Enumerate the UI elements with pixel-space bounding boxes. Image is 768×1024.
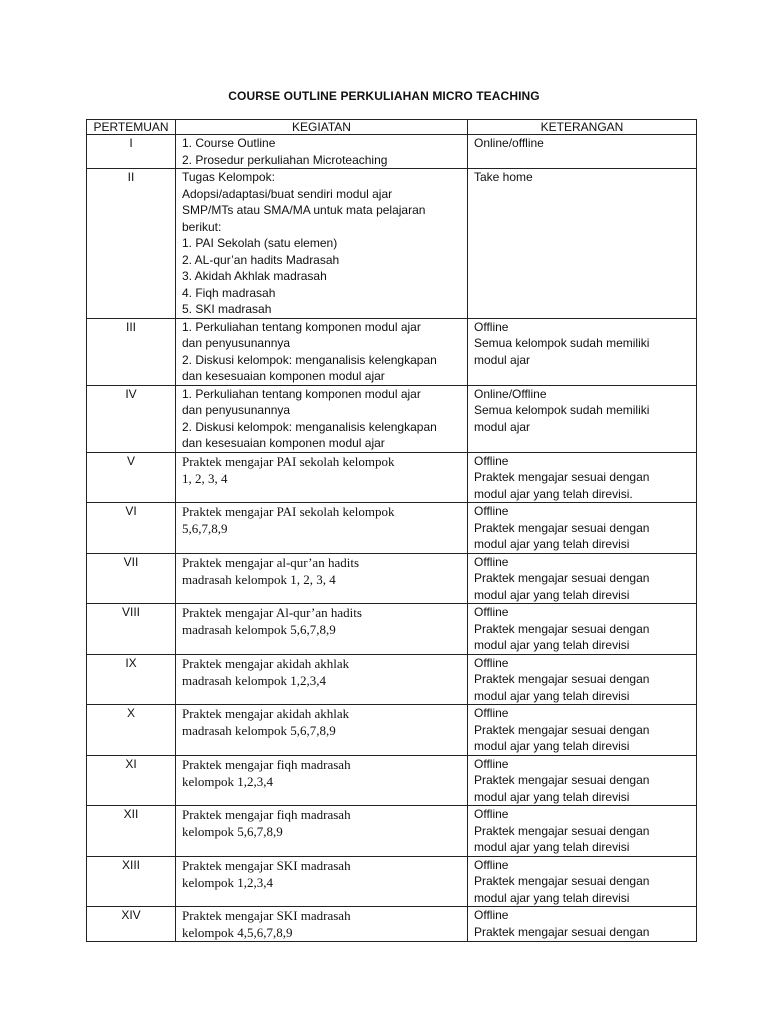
notes-cell — [468, 907, 697, 942]
notes-line: modul ajar yang telah direvisi — [474, 587, 630, 602]
activity-line: 1. PAI Sekolah (satu elemen) — [182, 236, 338, 250]
activity-line: kelompok 1,2,3,4 — [182, 874, 273, 890]
activity-line: 2. Diskusi kelompok: menganalisis kelengkapan — [182, 419, 437, 434]
activity-line: Praktek mengajar fiqh madrasah — [182, 756, 351, 772]
table-row — [87, 907, 697, 942]
activity-line: Praktek mengajar Al-qur’an hadits — [182, 605, 362, 620]
activity-line: 1. Perkuliahan tentang komponen modul ajar — [182, 386, 421, 401]
notes-line: Offline — [474, 706, 509, 720]
meeting-number: III — [87, 318, 176, 385]
notes-line: Praktek mengajar sesuai dengan — [474, 571, 650, 585]
meeting-number: V — [87, 452, 176, 503]
notes-line: Offline — [474, 504, 509, 518]
header-kegiatan: KEGIATAN — [176, 120, 468, 135]
notes-line: Offline — [474, 554, 509, 569]
notes-line: Offline — [474, 605, 509, 619]
table-row — [87, 705, 697, 756]
activity-line: 3. Akidah Akhlak madrasah — [182, 269, 327, 283]
meeting-number: I — [87, 135, 176, 169]
activity-line: 5,6,7,8,9 — [182, 521, 228, 536]
activity-cell — [176, 856, 468, 907]
activity-line: 4. Fiqh madrasah — [182, 285, 276, 300]
table-row — [87, 503, 697, 554]
notes-cell — [468, 503, 697, 554]
table-row — [87, 755, 697, 806]
notes-line: modul ajar yang telah direvisi — [474, 840, 630, 854]
activity-line: Praktek mengajar SKI madrasah — [182, 857, 351, 873]
activity-line: Praktek mengajar akidah akhlak — [182, 655, 350, 671]
notes-line: Online/Offline — [474, 386, 547, 401]
activity-line: 2. Prosedur perkuliahan Microteaching — [182, 152, 388, 167]
activity-cell — [176, 654, 468, 705]
meeting-number: XII — [87, 806, 176, 857]
header-keterangan: KETERANGAN — [468, 120, 697, 135]
notes-line: modul ajar yang telah direvisi — [474, 739, 630, 753]
activity-line: kelompok 1,2,3,4 — [182, 773, 273, 789]
activity-cell — [176, 452, 468, 503]
notes-line: Offline — [474, 807, 509, 821]
table-row — [87, 318, 697, 385]
notes-line: Praktek mengajar sesuai dengan — [474, 924, 650, 939]
notes-line: modul ajar yang telah direvisi — [474, 638, 630, 652]
activity-line: kelompok 4,5,6,7,8,9 — [182, 925, 293, 940]
activity-line: 1. Perkuliahan tentang komponen modul ajar — [182, 319, 421, 334]
table-row — [87, 385, 697, 452]
table-row — [87, 604, 697, 655]
notes-line: Praktek mengajar sesuai dengan — [474, 874, 650, 888]
page-title: COURSE OUTLINE PERKULIAHAN MICRO TEACHING — [228, 89, 540, 103]
activity-line: 1, 2, 3, 4 — [182, 470, 228, 486]
activity-cell — [176, 503, 468, 554]
activity-cell — [176, 385, 468, 452]
activity-cell — [176, 169, 468, 319]
notes-cell — [468, 452, 697, 503]
activity-line: Praktek mengajar akidah akhlak — [182, 706, 350, 721]
table-row — [87, 806, 697, 857]
activity-line: 5. SKI madrasah — [182, 302, 272, 316]
meeting-number: IX — [87, 654, 176, 705]
activity-line: Praktek mengajar fiqh madrasah — [182, 807, 351, 822]
notes-cell — [468, 385, 697, 452]
meeting-number: IV — [87, 385, 176, 452]
activity-line: madrasah kelompok 5,6,7,8,9 — [182, 622, 336, 637]
activity-cell — [176, 318, 468, 385]
activity-line: Praktek mengajar al-qur’an hadits — [182, 554, 359, 570]
notes-line: modul ajar yang telah direvisi — [474, 537, 630, 551]
activity-line: Tugas Kelompok: — [182, 170, 275, 184]
notes-line: modul ajar yang telah direvisi — [474, 890, 630, 905]
meeting-number: VII — [87, 553, 176, 604]
activity-line: kelompok 5,6,7,8,9 — [182, 824, 283, 839]
table-row — [87, 654, 697, 705]
activity-line: Praktek mengajar SKI madrasah — [182, 908, 351, 923]
activity-line: 2. Diskusi kelompok: menganalisis kelengkapan — [182, 352, 437, 367]
activity-line: 2. AL-qur’an hadits Madrasah — [182, 252, 340, 267]
table-row — [87, 135, 697, 169]
meeting-number: XIV — [87, 907, 176, 942]
activity-line: Praktek mengajar PAI sekolah kelompok — [182, 453, 395, 469]
notes-line: Praktek mengajar sesuai dengan — [474, 823, 650, 838]
notes-line: Praktek mengajar sesuai dengan — [474, 520, 650, 535]
notes-cell — [468, 755, 697, 806]
notes-line: Semua kelompok sudah memiliki — [474, 336, 650, 350]
activity-cell — [176, 705, 468, 756]
notes-line: Online/offline — [474, 136, 544, 150]
notes-line: modul ajar — [474, 352, 531, 367]
meeting-number: VIII — [87, 604, 176, 655]
notes-line: modul ajar yang telah direvisi. — [474, 486, 633, 501]
activity-cell — [176, 604, 468, 655]
table-row — [87, 452, 697, 503]
table-row — [87, 169, 697, 319]
activity-cell — [176, 755, 468, 806]
notes-cell — [468, 553, 697, 604]
header-pertemuan: PERTEMUAN — [87, 120, 176, 135]
notes-line: Take home — [474, 170, 533, 184]
table-row — [87, 553, 697, 604]
notes-line: Offline — [474, 857, 509, 872]
notes-line: Praktek mengajar sesuai dengan — [474, 470, 650, 484]
activity-line: SMP/MTs atau SMA/MA untuk mata pelajaran — [182, 203, 426, 217]
notes-cell — [468, 856, 697, 907]
notes-cell — [468, 705, 697, 756]
meeting-number: X — [87, 705, 176, 756]
notes-cell — [468, 654, 697, 705]
activity-line: madrasah kelompok 5,6,7,8,9 — [182, 723, 336, 738]
notes-line: Praktek mengajar sesuai dengan — [474, 773, 650, 787]
meeting-number: XIII — [87, 856, 176, 907]
notes-line: Offline — [474, 655, 509, 670]
meeting-number: VI — [87, 503, 176, 554]
notes-cell — [468, 135, 697, 169]
notes-cell — [468, 806, 697, 857]
notes-line: Praktek mengajar sesuai dengan — [474, 672, 650, 686]
notes-cell — [468, 169, 697, 319]
notes-line: Offline — [474, 756, 509, 771]
activity-line: dan kesesuaian komponen modul ajar — [182, 436, 385, 450]
activity-line: dan penyusunannya — [182, 403, 291, 417]
notes-line: modul ajar yang telah direvisi — [474, 789, 630, 804]
activity-cell — [176, 806, 468, 857]
notes-line: modul ajar yang telah direvisi — [474, 688, 630, 703]
table-row — [87, 856, 697, 907]
notes-line: Praktek mengajar sesuai dengan — [474, 722, 650, 737]
activity-line: Adopsi/adaptasi/buat sendiri modul ajar — [182, 186, 393, 201]
activity-line: 1. Course Outline — [182, 136, 276, 150]
course-outline-table — [86, 119, 697, 942]
activity-line: berikut: — [182, 219, 222, 234]
notes-line: Praktek mengajar sesuai dengan — [474, 621, 650, 636]
meeting-number: XI — [87, 755, 176, 806]
activity-line: dan penyusunannya — [182, 336, 291, 350]
notes-cell — [468, 604, 697, 655]
table-body — [87, 135, 697, 942]
notes-cell — [468, 318, 697, 385]
activity-line: Praktek mengajar PAI sekolah kelompok — [182, 504, 395, 519]
activity-line: madrasah kelompok 1, 2, 3, 4 — [182, 571, 336, 587]
notes-line: modul ajar — [474, 419, 531, 434]
activity-line: dan kesesuaian komponen modul ajar — [182, 369, 385, 383]
meeting-number: II — [87, 169, 176, 319]
activity-cell — [176, 135, 468, 169]
notes-line: Offline — [474, 453, 509, 468]
activity-line: madrasah kelompok 1,2,3,4 — [182, 672, 327, 688]
table-header-row — [87, 120, 697, 135]
notes-line: Semua kelompok sudah memiliki — [474, 403, 650, 417]
notes-line: Offline — [474, 908, 509, 922]
activity-cell — [176, 553, 468, 604]
notes-line: Offline — [474, 319, 509, 334]
activity-cell — [176, 907, 468, 942]
